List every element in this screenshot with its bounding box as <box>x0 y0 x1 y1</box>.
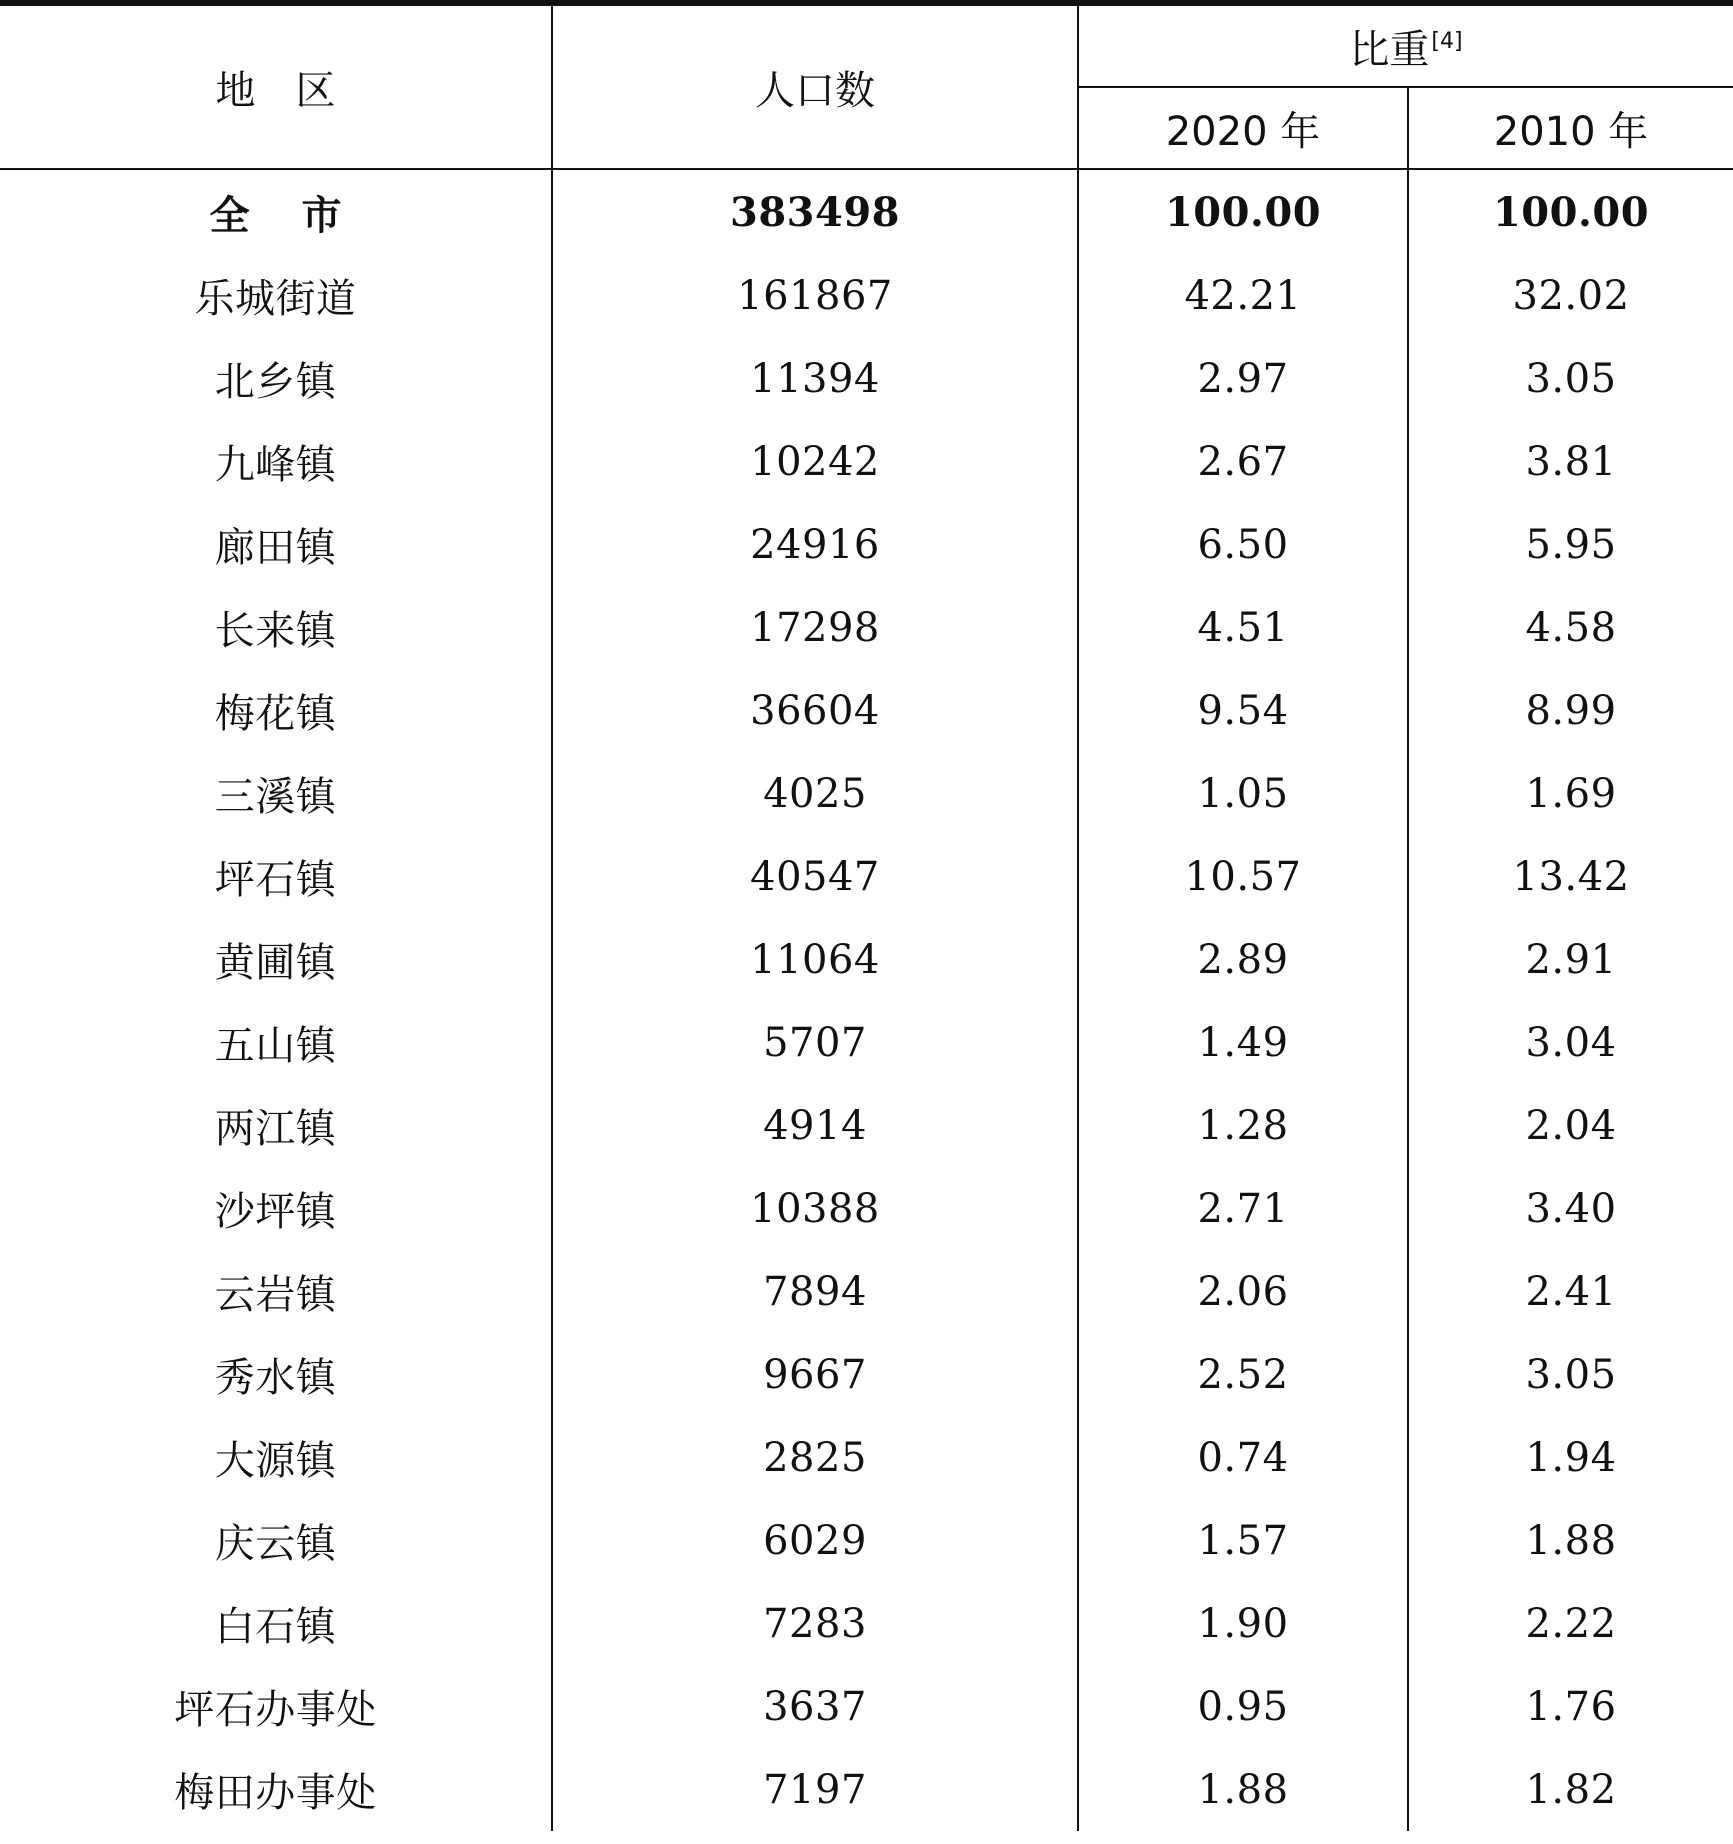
table-body <box>0 169 1733 1831</box>
table-row <box>0 1084 1733 1167</box>
cell-area: 长来镇 <box>0 586 552 669</box>
cell-share-2020: 1.57 <box>1078 1499 1408 1582</box>
cell-share-2020: 1.28 <box>1078 1084 1408 1167</box>
cell-share-2010: 13.42 <box>1512 853 1630 900</box>
table-row <box>0 918 1733 1001</box>
cell-share-2010: 3.05 <box>1525 355 1617 402</box>
table-row <box>0 337 1733 420</box>
cell-share-2010: 3.40 <box>1525 1185 1617 1232</box>
cell-share-2010: 1.82 <box>1525 1766 1617 1813</box>
cell-population: 7283 <box>552 1582 1078 1665</box>
table-row <box>0 1499 1733 1582</box>
table-row <box>0 752 1733 835</box>
cell-area: 五山镇 <box>0 1001 552 1084</box>
header-share-footnote: [4] <box>1431 29 1463 55</box>
cell-area: 庆云镇 <box>0 1499 552 1582</box>
cell-share-2010: 1.76 <box>1525 1683 1617 1730</box>
cell-share-2020: 2.52 <box>1078 1333 1408 1416</box>
cell-population: 5707 <box>552 1001 1078 1084</box>
table-row <box>0 1416 1733 1499</box>
cell-area: 白石镇 <box>0 1582 552 1665</box>
table-row <box>0 503 1733 586</box>
cell-share-2020: 0.74 <box>1078 1416 1408 1499</box>
cell-share-2010: 3.81 <box>1525 438 1617 485</box>
cell-share-2020: 1.05 <box>1078 752 1408 835</box>
cell-share-2010: 3.04 <box>1525 1019 1617 1066</box>
cell-share-2020: 2.97 <box>1078 337 1408 420</box>
cell-area: 梅田办事处 <box>0 1748 552 1831</box>
header-year-2010: 2010 年 <box>1408 87 1733 169</box>
cell-population: 6029 <box>552 1499 1078 1582</box>
cell-share-2020: 10.57 <box>1078 835 1408 918</box>
table-row <box>0 1582 1733 1665</box>
table-row <box>0 586 1733 669</box>
cell-area: 乐城街道 <box>0 254 552 337</box>
cell-area: 秀水镇 <box>0 1333 552 1416</box>
cell-share-2020: 4.51 <box>1078 586 1408 669</box>
cell-population: 11064 <box>552 918 1078 1001</box>
cell-share-2020: 2.67 <box>1078 420 1408 503</box>
table-row-total <box>0 169 1733 254</box>
cell-share-2020: 1.90 <box>1078 1582 1408 1665</box>
header-population: 人口数 <box>552 3 1078 169</box>
cell-population: 17298 <box>552 586 1078 669</box>
table-row <box>0 1001 1733 1084</box>
cell-area: 九峰镇 <box>0 420 552 503</box>
cell-share-2020: 6.50 <box>1078 503 1408 586</box>
cell-population: 4025 <box>552 752 1078 835</box>
cell-area: 大源镇 <box>0 1416 552 1499</box>
cell-share-2020: 2.71 <box>1078 1167 1408 1250</box>
cell-share-2020: 42.21 <box>1078 254 1408 337</box>
cell-population: 10242 <box>552 420 1078 503</box>
cell-share-2010: 1.94 <box>1525 1434 1617 1481</box>
table-row <box>0 1250 1733 1333</box>
cell-share-2020: 0.95 <box>1078 1665 1408 1748</box>
table-row <box>0 1748 1733 1831</box>
cell-share-2010: 32.02 <box>1512 272 1630 319</box>
cell-area: 两江镇 <box>0 1084 552 1167</box>
cell-share-2010: 100.00 <box>1492 188 1650 236</box>
cell-area: 全市 <box>0 169 552 254</box>
cell-area: 云岩镇 <box>0 1250 552 1333</box>
cell-area: 梅花镇 <box>0 669 552 752</box>
cell-population: 36604 <box>552 669 1078 752</box>
header-share-label: 比重 <box>1349 26 1430 73</box>
cell-population: 161867 <box>552 254 1078 337</box>
table-row <box>0 420 1733 503</box>
cell-population: 2825 <box>552 1416 1078 1499</box>
cell-share-2010: 1.69 <box>1525 770 1617 817</box>
cell-population: 11394 <box>552 337 1078 420</box>
cell-area: 黄圃镇 <box>0 918 552 1001</box>
header-area: 地 区 <box>0 3 552 169</box>
cell-population: 9667 <box>552 1333 1078 1416</box>
cell-share-2020: 1.88 <box>1078 1748 1408 1831</box>
cell-population: 7894 <box>552 1250 1078 1333</box>
cell-population: 40547 <box>552 835 1078 918</box>
cell-share-2020: 100.00 <box>1078 169 1408 254</box>
header-year-2020: 2020 年 <box>1078 87 1408 169</box>
cell-share-2020: 1.49 <box>1078 1001 1408 1084</box>
cell-share-2010: 5.95 <box>1525 521 1617 568</box>
table-header <box>0 3 1733 169</box>
cell-population: 3637 <box>552 1665 1078 1748</box>
cell-share-2010: 2.22 <box>1525 1600 1617 1647</box>
cell-share-2020: 2.89 <box>1078 918 1408 1001</box>
table-row <box>0 1167 1733 1250</box>
cell-share-2010: 1.88 <box>1525 1517 1617 1564</box>
cell-share-2010: 2.91 <box>1525 936 1617 983</box>
cell-population: 383498 <box>552 169 1078 254</box>
cell-population: 10388 <box>552 1167 1078 1250</box>
cell-share-2020: 9.54 <box>1078 669 1408 752</box>
cell-share-2010: 2.41 <box>1525 1268 1617 1315</box>
cell-area: 三溪镇 <box>0 752 552 835</box>
table-row <box>0 254 1733 337</box>
cell-area: 北乡镇 <box>0 337 552 420</box>
cell-area: 坪石办事处 <box>0 1665 552 1748</box>
header-share <box>1078 3 1733 87</box>
table-row <box>0 1665 1733 1748</box>
cell-share-2010: 2.04 <box>1525 1102 1617 1149</box>
table-row <box>0 835 1733 918</box>
cell-population: 7197 <box>552 1748 1078 1831</box>
cell-area: 廊田镇 <box>0 503 552 586</box>
table-row <box>0 669 1733 752</box>
table-row <box>0 1333 1733 1416</box>
cell-share-2010: 8.99 <box>1525 687 1617 734</box>
cell-population: 4914 <box>552 1084 1078 1167</box>
cell-share-2010: 4.58 <box>1525 604 1617 651</box>
cell-population: 24916 <box>552 503 1078 586</box>
cell-share-2010: 3.05 <box>1525 1351 1617 1398</box>
cell-area: 坪石镇 <box>0 835 552 918</box>
cell-area: 沙坪镇 <box>0 1167 552 1250</box>
cell-share-2020: 2.06 <box>1078 1250 1408 1333</box>
